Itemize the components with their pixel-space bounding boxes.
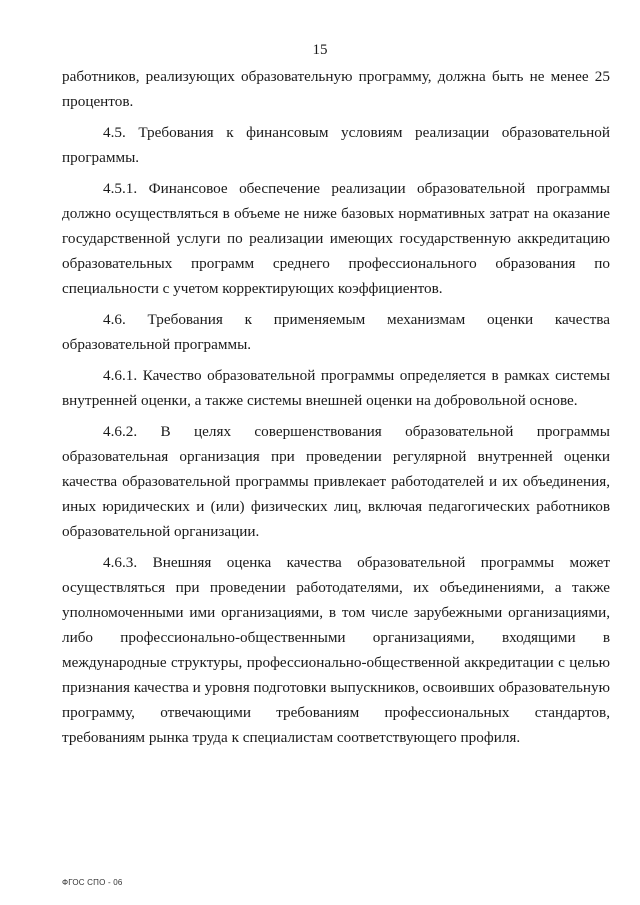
paragraph-4-6-heading: 4.6. Требования к применяемым механизмам оценки качества образовательной программы.: [62, 311, 610, 353]
footer-document-code: ФГОС СПО - 06: [62, 878, 123, 887]
page-number: 15: [312, 42, 328, 58]
document-body: [62, 64, 610, 756]
paragraph-4-6-3: 4.6.3. Внешняя оценка качества образовательной программы может осуществляться при проведении работодателями, их объединениями, а также уполномоченными ими организациями, в том числе зарубежными организациями, либо профессионально-общественными организациями, входящими в международные структуры, профессионально-общественной аккредитации с целью признания качества и уровня подготовки выпускников, освоивших образовательную программу, отвечающими требованиям профессиональных стандартов, требованиям рынка труда к специалистам соответствующего профиля.: [62, 554, 610, 746]
paragraph-4-6-1: 4.6.1. Качество образовательной программы определяется в рамках системы внутренней оценки, а также системы внешней оценки на добровольной основе.: [62, 367, 610, 409]
paragraph-4-5-heading: 4.5. Требования к финансовым условиям реализации образовательной программы.: [62, 124, 610, 166]
paragraph-4-5-1: 4.5.1. Финансовое обеспечение реализации образовательной программы должно осуществляться в объеме не ниже базовых нормативных затрат на оказание государственной услуги по реализации имеющих государственную аккредитацию образовательных программ среднего профессионального образования по специальности с учетом корректирующих коэффициентов.: [62, 180, 610, 297]
paragraph-staff-percentage: работников, реализующих образовательную программу, должна быть не менее 25 процентов.: [62, 68, 610, 110]
paragraph-4-6-2: 4.6.2. В целях совершенствования образовательной программы образовательная организация при проведении регулярной внутренней оценки качества образовательной программы привлекает работодателей и их объединения, иных юридических и (или) физических лиц, включая педагогических работников образовательной организации.: [62, 423, 610, 540]
